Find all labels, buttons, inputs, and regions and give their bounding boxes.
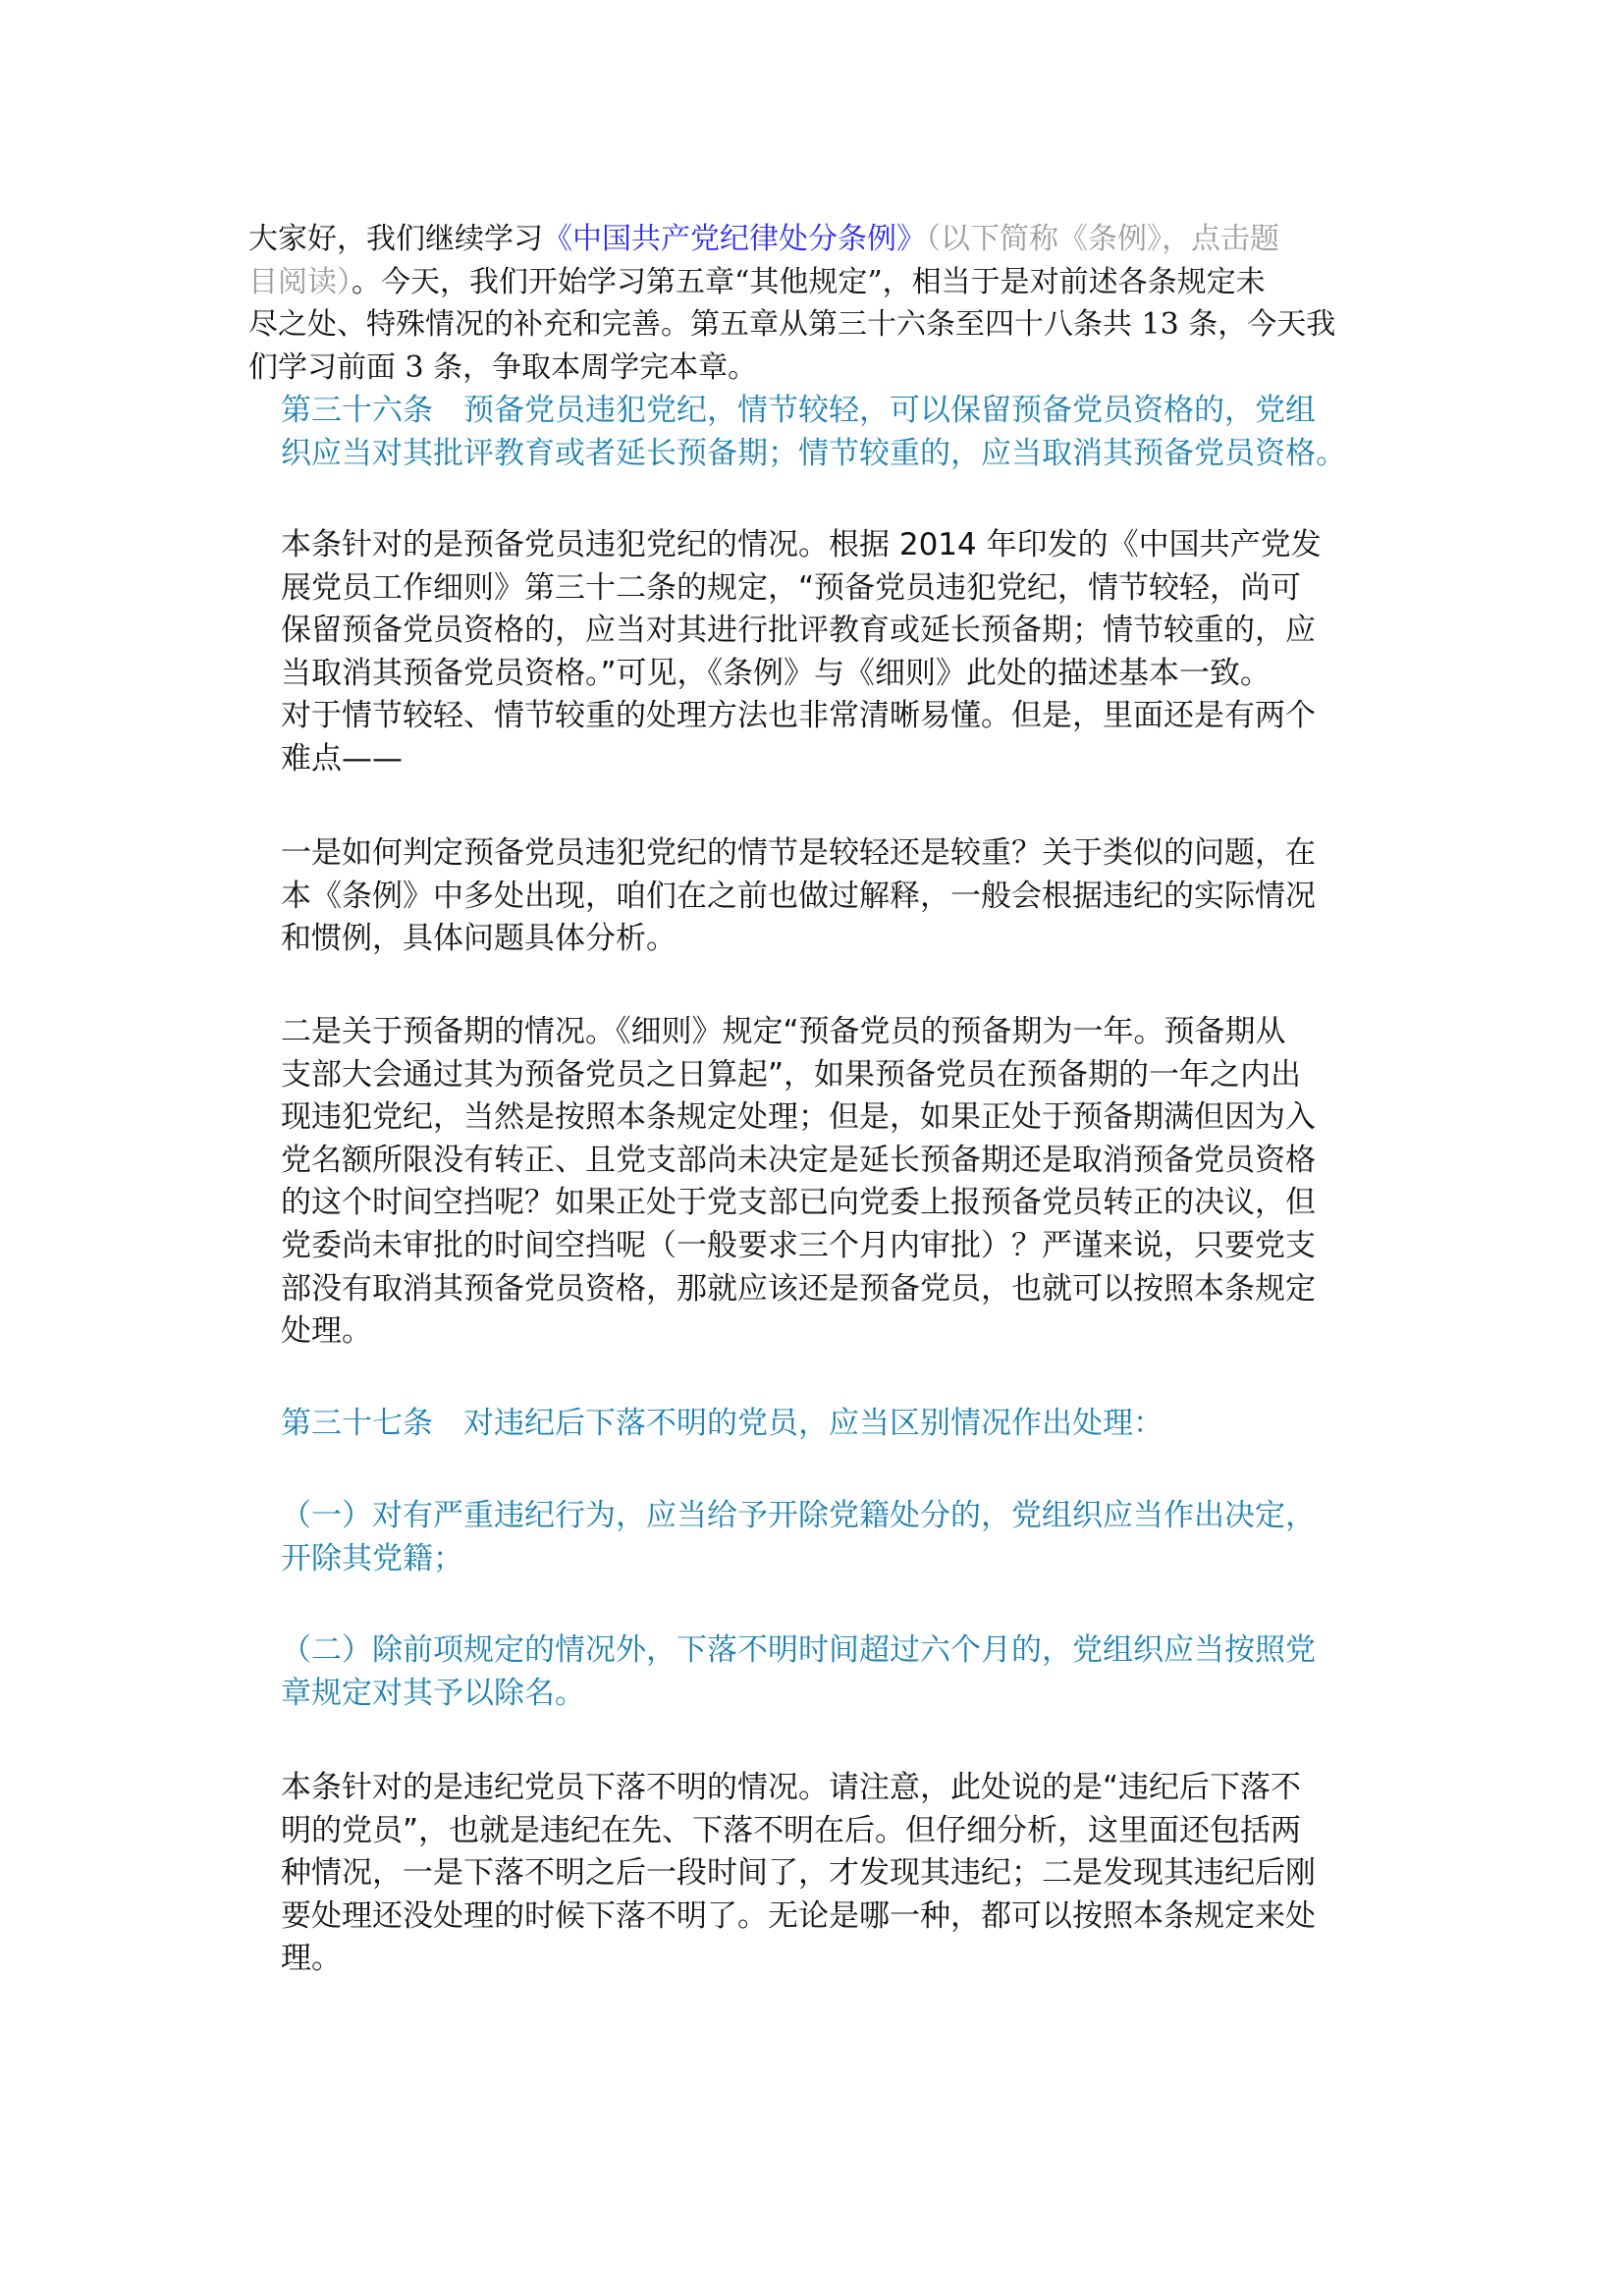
- text-line: 保留预备党员资格的，应当对其进行批评教育或延长预备期；情节较重的，应: [281, 613, 1316, 649]
- intro-text: 。今天，我们开始学习第五章“其他规定”，相当于是对前述各条规定未: [352, 264, 1266, 299]
- text-line: 织应当对其批评教育或者延长预备期；情节较重的，应当取消其预备党员资格。: [281, 435, 1346, 471]
- text-line: 展党员工作细则》第三十二条的规定，“预备党员违犯党纪，情节较轻，尚可: [281, 569, 1302, 606]
- text-line: 明的党员”，也就是违纪在先、下落不明在后。但仔细分析，这里面还包括两: [281, 1812, 1302, 1848]
- intro-line: 们学习前面 3 条，争取本周学完本章。: [248, 349, 758, 385]
- text-line: 理。: [281, 1941, 342, 1977]
- text-line: 要处理还没处理的时候下落不明了。无论是哪一种，都可以按照本条规定来处: [281, 1897, 1316, 1934]
- text-line: 第三十七条 对违纪后下落不明的党员，应当区别情况作出处理：: [281, 1406, 1164, 1441]
- text-line: 党委尚未审批的时间空挡呢（一般要求三个月内审批）？严谨来说，只要党支: [281, 1227, 1316, 1263]
- text-line: 部没有取消其预备党员资格，那就应该还是预备党员，也就可以按照本条规定: [281, 1270, 1316, 1307]
- text-line: 当取消其预备党员资格。”可见，《条例》与《细则》此处的描述基本一致。: [281, 655, 1272, 691]
- text-line: 党名额所限没有转正、且党支部尚未决定是延长预备期还是取消预备党员资格: [281, 1142, 1316, 1178]
- article-37-item-1: [281, 1495, 1316, 1580]
- text-line: 种情况，一是下落不明之后一段时间了，才发现其违纪；二是发现其违纪后刚: [281, 1855, 1316, 1892]
- text-line: 本条针对的是违纪党员下落不明的情况。请注意，此处说的是“违纪后下落不: [281, 1770, 1302, 1805]
- text-line: 本条针对的是预备党员违犯党纪的情况。根据 2014 年印发的《中国共产党发: [281, 527, 1322, 562]
- difficulty-one-paragraph: [281, 832, 1316, 961]
- text-line: 第三十六条 预备党员违犯党纪，情节较轻，可以保留预备党员资格的，党组: [281, 393, 1316, 428]
- text-line: 开除其党籍；: [281, 1540, 463, 1576]
- intro-line: [248, 218, 1335, 261]
- intro-note: （以下简称《条例》，点击题: [926, 222, 1279, 256]
- text-line: 和惯例，具体问题具体分析。: [281, 921, 677, 957]
- text-line: 支部大会通过其为预备党员之日算起”，如果预备党员在预备期的一年之内出: [281, 1056, 1302, 1093]
- article-37-item-2: [281, 1629, 1316, 1715]
- intro-text: 大家好，我们继续学习: [248, 222, 543, 256]
- regulation-link[interactable]: 《中国共产党纪律处分条例》: [543, 222, 926, 256]
- text-line: 一是如何判定预备党员违犯党纪的情节是较轻还是较重？关于类似的问题，在: [281, 835, 1316, 871]
- text-line: 处理。: [281, 1313, 372, 1350]
- text-line: （二）除前项规定的情况外，下落不明时间超过六个月的，党组织应当按照党: [281, 1632, 1316, 1668]
- text-line: 本《条例》中多处出现，咱们在之前也做过解释，一般会根据违纪的实际情况: [281, 878, 1316, 914]
- article-36-explanation: [281, 524, 1322, 781]
- text-line: 现违犯党纪，当然是按照本条规定处理；但是，如果正处于预备期满但因为入: [281, 1099, 1316, 1136]
- text-line: 的这个时间空挡呢？如果正处于党支部已向党委上报预备党员转正的决议，但: [281, 1185, 1316, 1221]
- text-line: 章规定对其予以除名。: [281, 1675, 585, 1711]
- intro-line: 尽之处、特殊情况的补充和完善。第五章从第三十六条至四十八条共 13 条，今天我: [248, 307, 1336, 343]
- article-37-heading: [281, 1403, 1164, 1446]
- text-line: 对于情节较轻、情节较重的处理方法也非常清晰易懂。但是，里面还是有两个: [281, 698, 1316, 734]
- intro-paragraph: [248, 218, 1335, 389]
- text-line: 难点——: [281, 740, 403, 776]
- intro-line: [248, 261, 1335, 304]
- text-line: 二是关于预备期的情况。《细则》规定“预备党员的预备期为一年。预备期从: [281, 1014, 1286, 1049]
- intro-note: 目阅读）: [248, 264, 352, 299]
- article-37-explanation: [281, 1767, 1316, 1981]
- difficulty-two-paragraph: [281, 1011, 1316, 1354]
- article-36-text: [281, 390, 1346, 475]
- text-line: （一）对有严重违纪行为，应当给予开除党籍处分的，党组织应当作出决定，: [281, 1498, 1316, 1533]
